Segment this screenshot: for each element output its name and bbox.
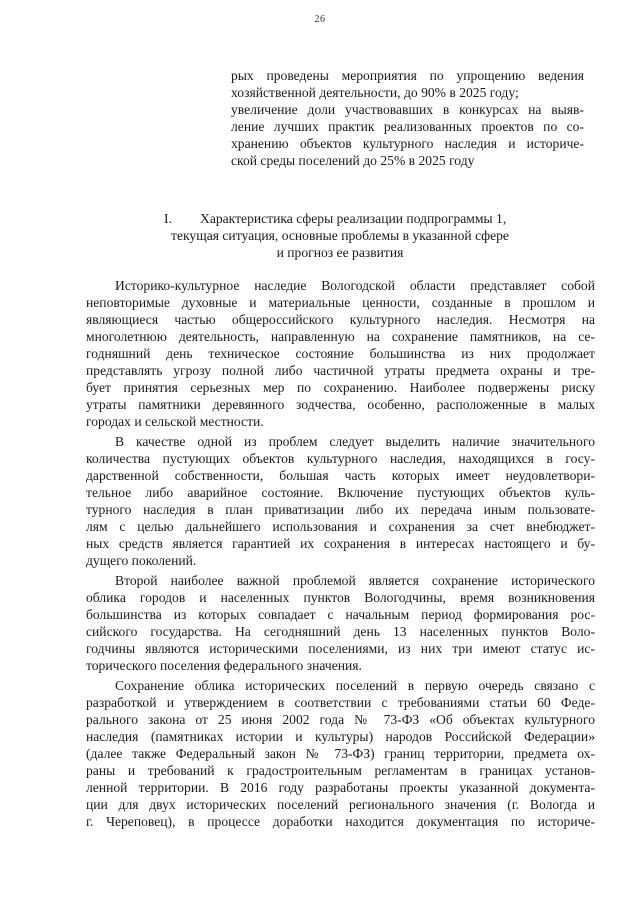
- body-line: количества пустующих объектов культурного наследия, находящихся в госу-: [86, 451, 595, 466]
- section-title-line: текущая ситуация, основные проблемы в указанной сфере: [171, 228, 509, 243]
- body-line: В качестве одной из проблем следует выделить наличие значительного: [115, 434, 595, 449]
- top-fragment-line: увеличение доли участвовавших в конкурсах на выяв-: [231, 102, 584, 117]
- body-line: Сохранение облика исторических поселений в первую очередь связано с: [115, 678, 595, 693]
- body-line: разработкой и утверждением в соответствии с требованиями статьи 60 Феде-: [86, 695, 595, 710]
- body-line: ленной территории. В 2016 году разработаны проекты указанной документа-: [86, 780, 595, 795]
- body-line: дущего поколений.: [86, 553, 197, 568]
- body-line: наследия (памятниках истории и культуры) народов Российской Федерации»: [86, 729, 595, 744]
- body-line: (далее также Федеральный закон № 73-ФЗ) границ территории, предмета ох-: [86, 746, 595, 761]
- body-line: годняшний день техническое состояние большинства из них продолжает: [86, 346, 595, 361]
- body-line: Историко-культурное наследие Вологодской области представляет собой: [115, 278, 595, 293]
- body-line: тельное либо аварийное состояние. Включение пустующих объектов куль-: [86, 485, 595, 500]
- body-line: бует принятия серьезных мер по сохранению. Наиболее подвержены риску: [86, 380, 595, 395]
- page-number: 26: [314, 14, 326, 25]
- body-line: торического поселения федерального значения.: [86, 658, 362, 673]
- body-line: рального закона от 25 июня 2002 года № 73-ФЗ «Об объектах культурного: [86, 712, 595, 727]
- body-line: ции для двух исторических поселений регионального значения (г. Вологда и: [86, 797, 595, 812]
- body-line: г. Череповец), в процессе доработки находится документация по историче-: [86, 814, 595, 829]
- body-line: Второй наиболее важной проблемой является сохранение исторического: [115, 573, 595, 588]
- top-fragment-line: хранению объектов культурного наследия и историче-: [231, 136, 584, 151]
- body-line: облика городов и населенных пунктов Вологодчины, время возникновения: [86, 590, 595, 605]
- section-number: I.: [164, 211, 172, 226]
- body-line: являющиеся частью общероссийского культурного наследия. Несмотря на: [86, 312, 595, 327]
- body-line: неповторимые духовные и материальные ценности, созданные в прошлом и: [86, 295, 595, 310]
- body-line: ных средств является гарантией их сохранения в интересах настоящего и бу-: [86, 536, 595, 551]
- top-fragment-line: хозяйственной деятельности, до 90% в 2025 году;: [231, 85, 519, 100]
- body-line: турного наследия в план приватизации либо их передача иным пользовате-: [86, 502, 595, 517]
- body-line: сийского государства. На сегодняшний день 13 населенных пунктов Воло-: [86, 624, 595, 639]
- body-line: утраты памятники деревянного зодчества, особенно, расположенные в малых: [86, 397, 595, 412]
- section-title-line: Характеристика сферы реализации подпрограммы 1,: [200, 211, 507, 226]
- top-fragment-line: ской среды поселений до 25% в 2025 году: [231, 153, 475, 168]
- body-line: годчины являются историческими поселениями, из них три имеют статус ис-: [86, 641, 595, 656]
- body-line: раны и требований к градостроительным регламентам в границах установ-: [86, 763, 595, 778]
- section-title-line: и прогноз ее развития: [276, 245, 404, 260]
- top-fragment-line: рых проведены мероприятия по упрощению ведения: [231, 68, 584, 83]
- body-line: городах и сельской местности.: [86, 414, 264, 429]
- body-line: большинства из которых совпадает с начальным период формирования рос-: [86, 607, 595, 622]
- top-fragment-line: ление лучших практик реализованных проектов по со-: [231, 119, 584, 134]
- body-line: дарственной собственности, большая часть которых имеет неудовлетвори-: [86, 468, 595, 483]
- body-line: многолетнюю деятельность, направленную на сохранение памятников, на се-: [86, 329, 595, 344]
- body-line: представлять угрозу полной либо частичной утраты предмета охраны и тре-: [86, 363, 595, 378]
- body-line: лям с целью дальнейшего использования и сохранения за счет внебюджет-: [86, 519, 595, 534]
